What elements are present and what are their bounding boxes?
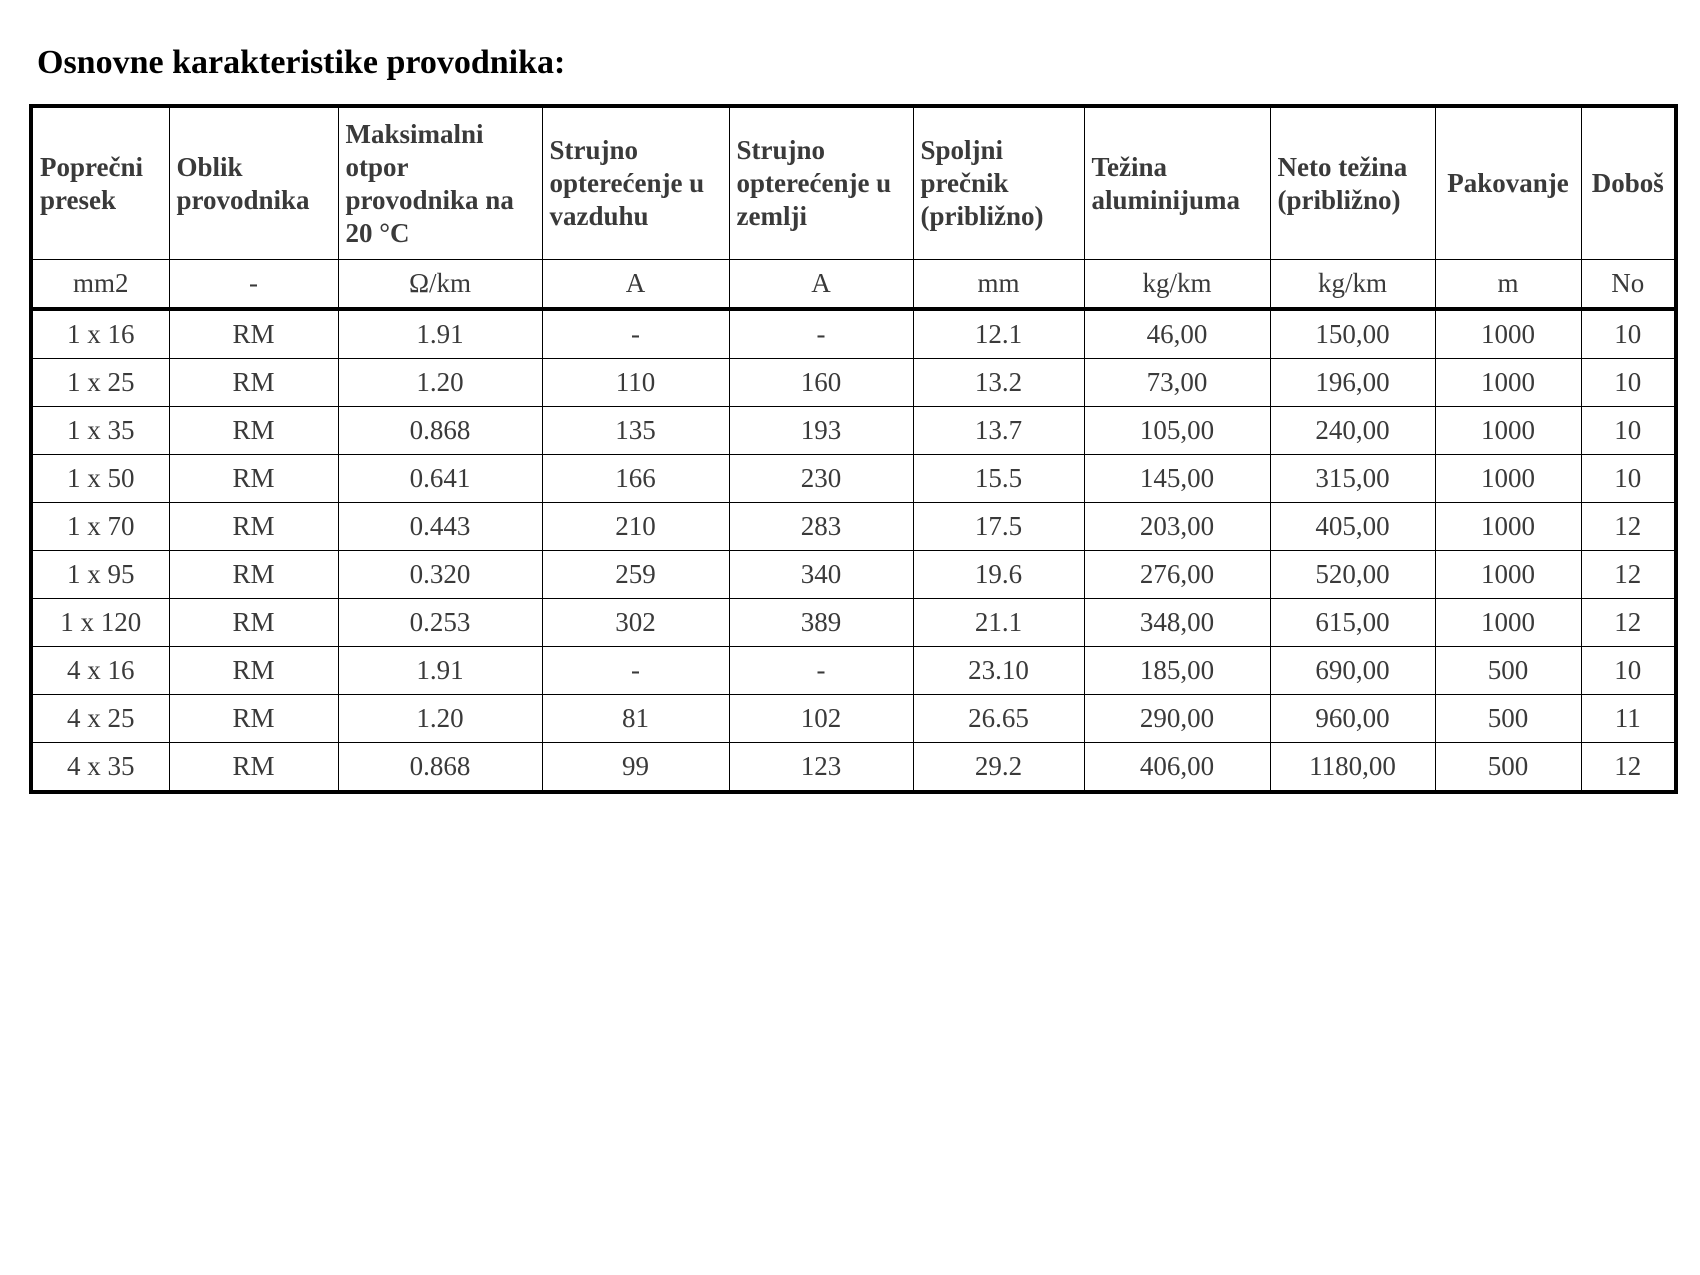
table-cell: 500: [1435, 743, 1581, 793]
table-cell: 230: [729, 455, 913, 503]
unit-cell: A: [729, 260, 913, 310]
unit-cell: A: [542, 260, 729, 310]
table-cell: RM: [169, 599, 338, 647]
table-row: [31, 359, 1676, 407]
table-cell: 21.1: [913, 599, 1084, 647]
table-row: [31, 647, 1676, 695]
table-cell: 290,00: [1084, 695, 1270, 743]
table-cell: 302: [542, 599, 729, 647]
table-cell: 1000: [1435, 309, 1581, 359]
table-row: [31, 551, 1676, 599]
table-cell: 340: [729, 551, 913, 599]
table-cell: RM: [169, 743, 338, 793]
table-cell: 690,00: [1270, 647, 1435, 695]
table-cell: 26.65: [913, 695, 1084, 743]
table-cell: 4 x 16: [31, 647, 169, 695]
table-cell: 348,00: [1084, 599, 1270, 647]
table-row: [31, 599, 1676, 647]
table-row: [31, 695, 1676, 743]
table-cell: RM: [169, 647, 338, 695]
table-cell: 1000: [1435, 503, 1581, 551]
table-cell: 19.6: [913, 551, 1084, 599]
header-row: [31, 106, 1676, 260]
column-header: Strujno opterećenje u vazduhu: [542, 106, 729, 260]
table-cell: -: [729, 309, 913, 359]
column-header: Maksimalni otpor provodnika na 20 °C: [338, 106, 542, 260]
unit-cell: kg/km: [1270, 260, 1435, 310]
table-cell: 81: [542, 695, 729, 743]
table-cell: 315,00: [1270, 455, 1435, 503]
column-header: Doboš: [1581, 106, 1676, 260]
table-cell: 102: [729, 695, 913, 743]
table-cell: 1000: [1435, 359, 1581, 407]
table-cell: 0.641: [338, 455, 542, 503]
table-cell: 185,00: [1084, 647, 1270, 695]
unit-cell: kg/km: [1084, 260, 1270, 310]
table-cell: 500: [1435, 647, 1581, 695]
table-cell: 13.2: [913, 359, 1084, 407]
table-cell: 123: [729, 743, 913, 793]
table-cell: 1 x 25: [31, 359, 169, 407]
table-cell: 12: [1581, 599, 1676, 647]
table-cell: 11: [1581, 695, 1676, 743]
table-cell: RM: [169, 455, 338, 503]
table-cell: 210: [542, 503, 729, 551]
table-cell: 0.253: [338, 599, 542, 647]
table-cell: 160: [729, 359, 913, 407]
table-cell: 12: [1581, 503, 1676, 551]
table-cell: 1 x 35: [31, 407, 169, 455]
table-cell: 10: [1581, 309, 1676, 359]
table-cell: 73,00: [1084, 359, 1270, 407]
unit-cell: No: [1581, 260, 1676, 310]
table-cell: 1.20: [338, 695, 542, 743]
table-cell: 4 x 35: [31, 743, 169, 793]
table-cell: RM: [169, 695, 338, 743]
table-cell: 105,00: [1084, 407, 1270, 455]
table-cell: 12.1: [913, 309, 1084, 359]
table-cell: RM: [169, 359, 338, 407]
table-cell: 10: [1581, 407, 1676, 455]
table-cell: 29.2: [913, 743, 1084, 793]
table-cell: 405,00: [1270, 503, 1435, 551]
table-cell: RM: [169, 551, 338, 599]
column-header: Pakovanje: [1435, 106, 1581, 260]
table-cell: 406,00: [1084, 743, 1270, 793]
table-cell: 4 x 25: [31, 695, 169, 743]
table-cell: 0.868: [338, 743, 542, 793]
table-cell: 1 x 95: [31, 551, 169, 599]
table-cell: -: [542, 309, 729, 359]
table-cell: RM: [169, 407, 338, 455]
table-cell: 193: [729, 407, 913, 455]
unit-cell: -: [169, 260, 338, 310]
table-cell: 1 x 50: [31, 455, 169, 503]
table-cell: RM: [169, 503, 338, 551]
table-cell: 276,00: [1084, 551, 1270, 599]
table-cell: 283: [729, 503, 913, 551]
conductor-characteristics-table: [29, 104, 1678, 794]
table-cell: 1 x 70: [31, 503, 169, 551]
table-cell: 166: [542, 455, 729, 503]
table-cell: 12: [1581, 551, 1676, 599]
table-cell: 1.91: [338, 309, 542, 359]
table-cell: 203,00: [1084, 503, 1270, 551]
table-cell: 0.443: [338, 503, 542, 551]
table-row: [31, 455, 1676, 503]
table-cell: 10: [1581, 647, 1676, 695]
column-header: Strujno opterećenje u zemlji: [729, 106, 913, 260]
unit-row: [31, 260, 1676, 310]
table-cell: 615,00: [1270, 599, 1435, 647]
table-cell: 99: [542, 743, 729, 793]
table-row: [31, 309, 1676, 359]
table-body: [31, 309, 1676, 792]
table-cell: 1000: [1435, 455, 1581, 503]
column-header: Poprečni presek: [31, 106, 169, 260]
table-cell: 240,00: [1270, 407, 1435, 455]
table-cell: 10: [1581, 359, 1676, 407]
table-cell: 12: [1581, 743, 1676, 793]
page-title: Osnovne karakteristike provodnika:: [37, 44, 566, 81]
table-cell: 500: [1435, 695, 1581, 743]
table-cell: 17.5: [913, 503, 1084, 551]
column-header: Težina aluminijuma: [1084, 106, 1270, 260]
table-row: [31, 503, 1676, 551]
table-cell: 1 x 120: [31, 599, 169, 647]
table-cell: 15.5: [913, 455, 1084, 503]
table-cell: 46,00: [1084, 309, 1270, 359]
unit-cell: Ω/km: [338, 260, 542, 310]
table-cell: 23.10: [913, 647, 1084, 695]
table-cell: RM: [169, 309, 338, 359]
table-cell: 1000: [1435, 599, 1581, 647]
table-cell: 389: [729, 599, 913, 647]
table-cell: 520,00: [1270, 551, 1435, 599]
table-cell: 145,00: [1084, 455, 1270, 503]
table-cell: 10: [1581, 455, 1676, 503]
unit-cell: mm: [913, 260, 1084, 310]
table-row: [31, 743, 1676, 793]
table-cell: -: [729, 647, 913, 695]
table-cell: 0.320: [338, 551, 542, 599]
table-cell: 1180,00: [1270, 743, 1435, 793]
column-header: Oblik provodnika: [169, 106, 338, 260]
table-cell: 1 x 16: [31, 309, 169, 359]
table-cell: 1000: [1435, 407, 1581, 455]
unit-cell: m: [1435, 260, 1581, 310]
table-cell: 13.7: [913, 407, 1084, 455]
table-cell: 0.868: [338, 407, 542, 455]
table-cell: 1.91: [338, 647, 542, 695]
table-cell: 259: [542, 551, 729, 599]
table-cell: 1000: [1435, 551, 1581, 599]
table-row: [31, 407, 1676, 455]
table-cell: 1.20: [338, 359, 542, 407]
table-cell: -: [542, 647, 729, 695]
table-cell: 960,00: [1270, 695, 1435, 743]
table-cell: 196,00: [1270, 359, 1435, 407]
unit-cell: mm2: [31, 260, 169, 310]
column-header: Neto težina (približno): [1270, 106, 1435, 260]
table-cell: 135: [542, 407, 729, 455]
column-header: Spoljni prečnik (približno): [913, 106, 1084, 260]
table-cell: 110: [542, 359, 729, 407]
table-cell: 150,00: [1270, 309, 1435, 359]
